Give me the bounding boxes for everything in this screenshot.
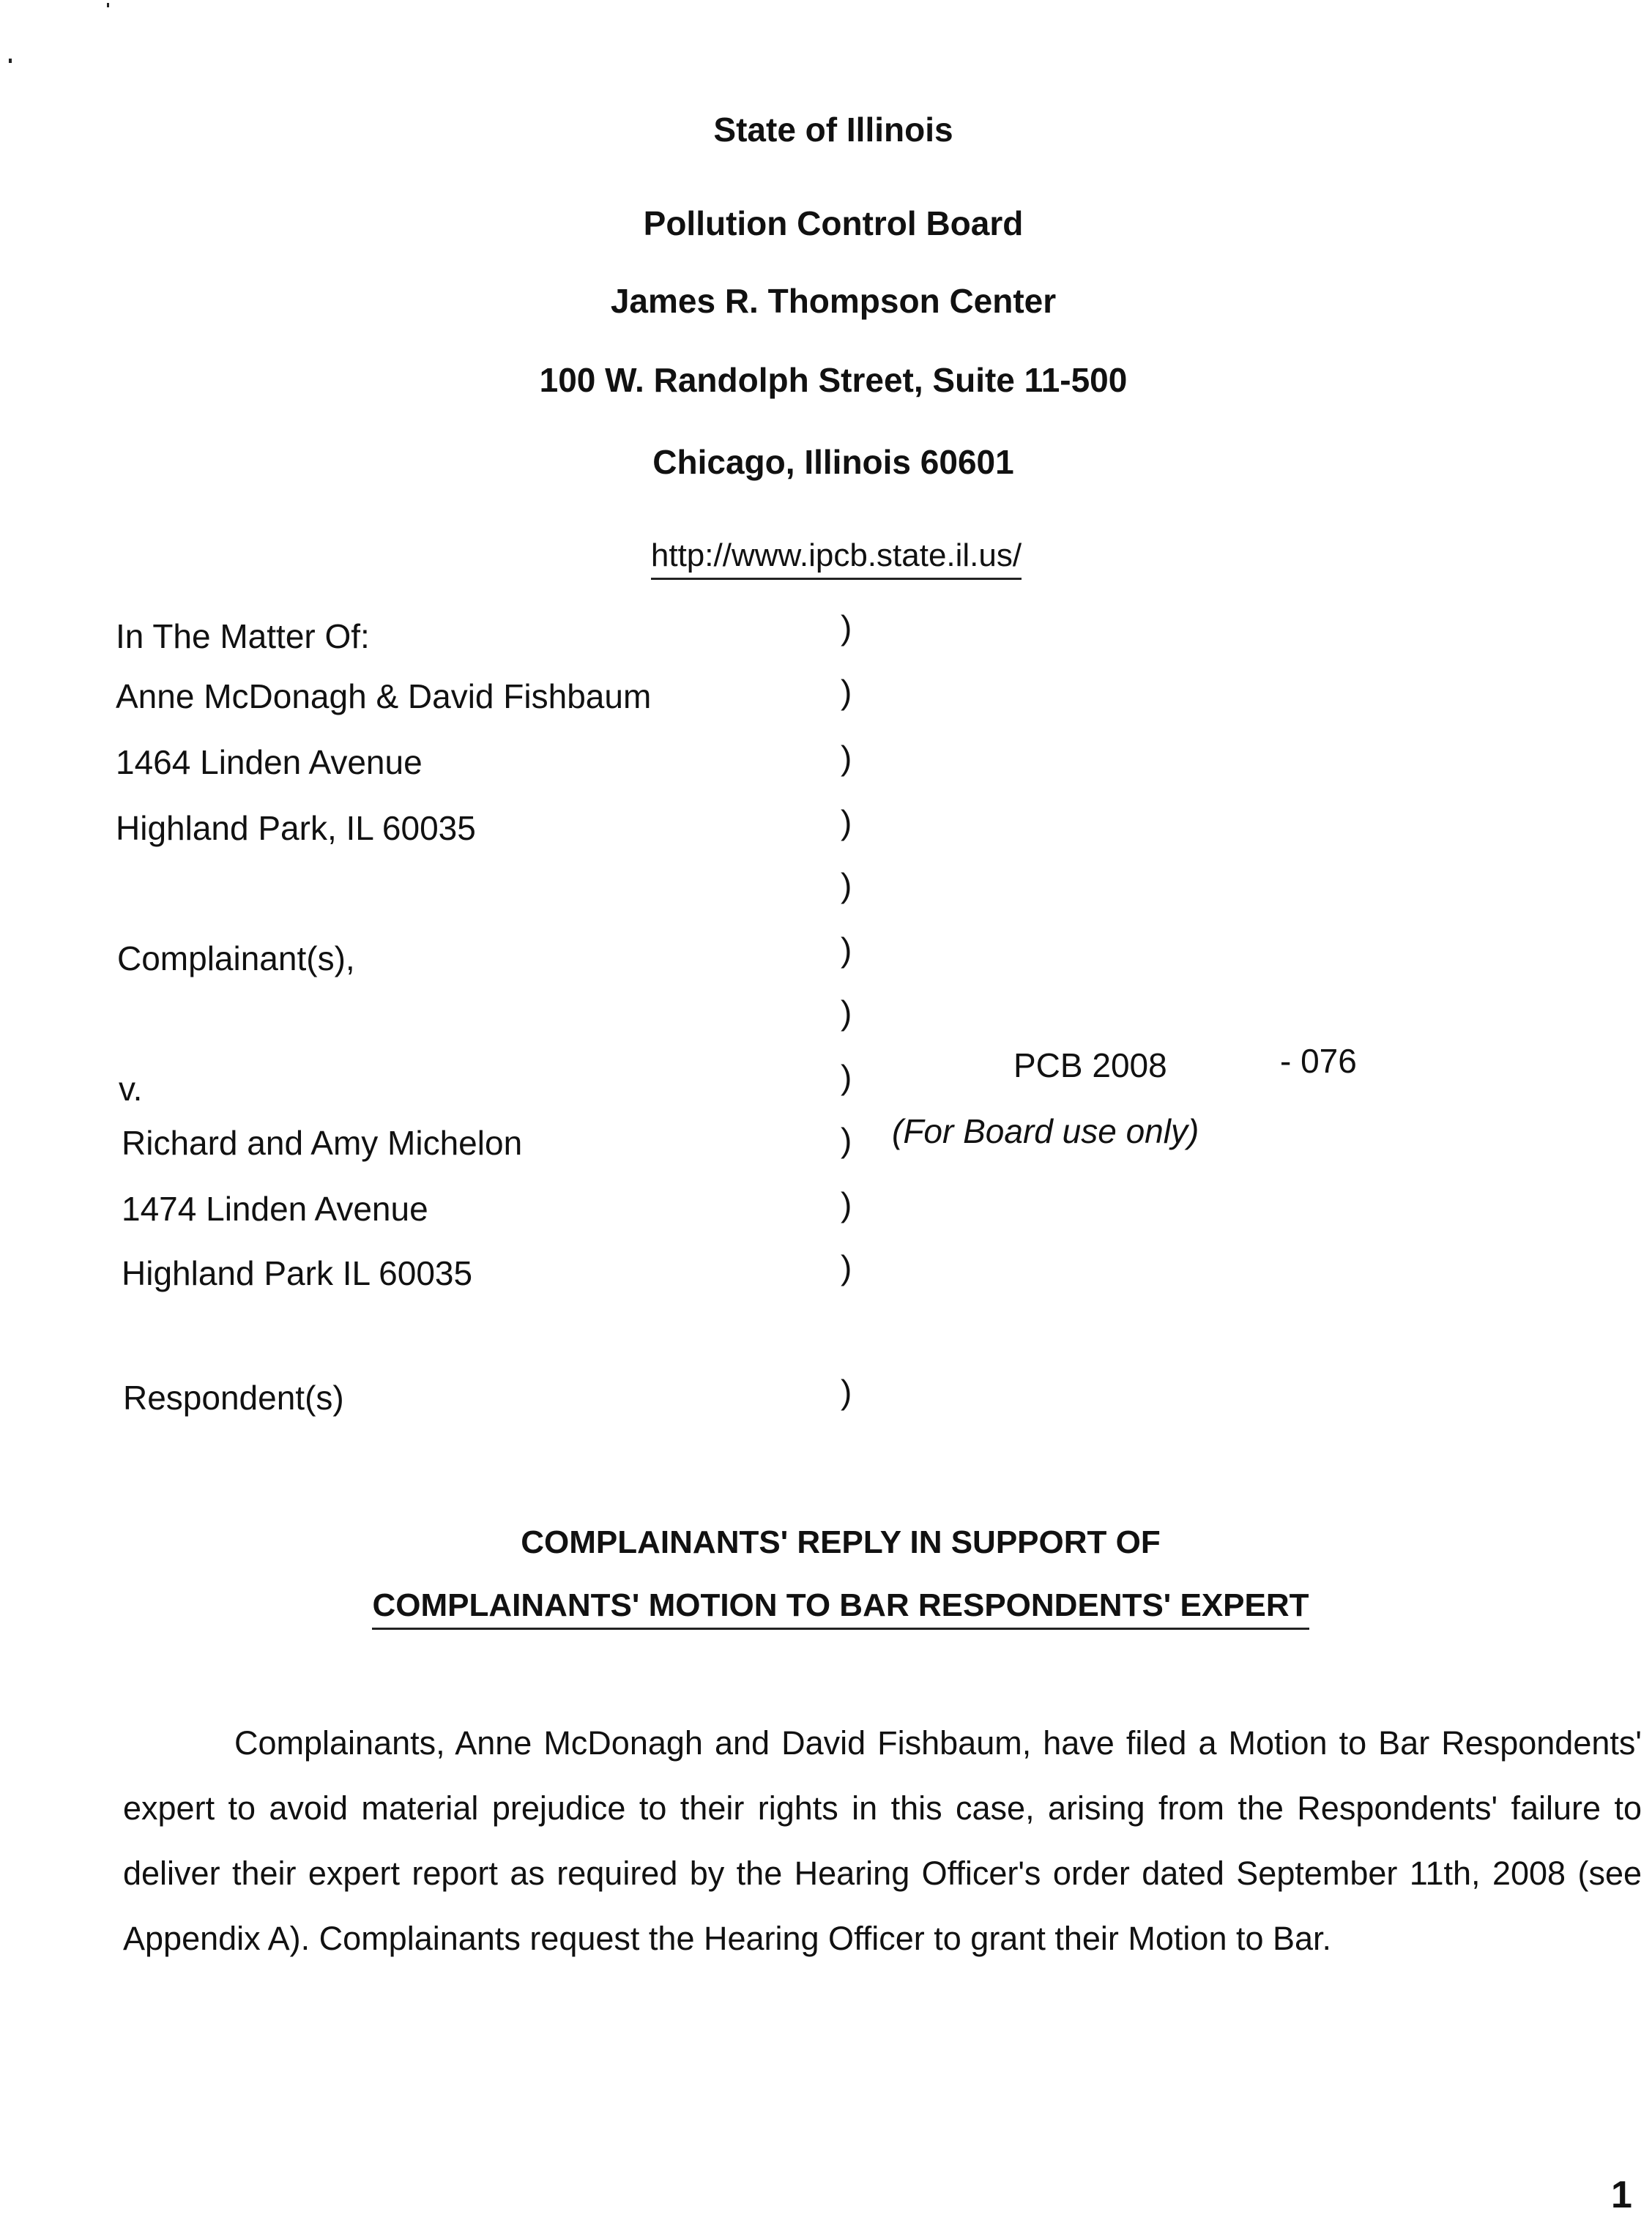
page-number: 1	[1611, 2174, 1632, 2216]
header-city: Chicago, Illinois 60601	[652, 443, 1014, 481]
caption-paren: )	[841, 1185, 852, 1223]
body-paragraph-text: Complainants, Anne McDonagh and David Fishbaum, have filed a Motion to Bar Respondents' expert to avoid material prejudice to their rights in this case, arising from the Respondents' failure to deliver their expert report as required by the Hearing Officer's order dated September 11th, 2008 (see Appendix A). Complainants request the Hearing Officer to grant their Motion to Bar.	[123, 1724, 1642, 1957]
caption-paren: )	[841, 931, 852, 969]
caption-paren: )	[841, 1373, 852, 1411]
caption-respondent-label: Respondent(s)	[123, 1379, 344, 1417]
header-board: Pollution Control Board	[643, 204, 1024, 242]
case-number: PCB 2008	[1013, 1046, 1167, 1084]
caption-paren: )	[841, 866, 852, 904]
caption-paren: )	[841, 803, 852, 841]
caption-complainant-names: Anne McDonagh & David Fishbaum	[116, 677, 652, 715]
caption-complainant-address1: 1464 Linden Avenue	[116, 743, 423, 781]
board-use-note: (For Board use only)	[892, 1112, 1199, 1150]
scan-speck	[9, 59, 12, 63]
header-center: James R. Thompson Center	[610, 282, 1057, 320]
document-title-line1: COMPLAINANTS' REPLY IN SUPPORT OF	[521, 1524, 1161, 1560]
caption-complainant-label: Complainant(s),	[117, 939, 355, 977]
document-title-line2: COMPLAINANTS' MOTION TO BAR RESPONDENTS' EXPERT	[372, 1587, 1309, 1630]
caption-respondent-address1: 1474 Linden Avenue	[122, 1190, 428, 1228]
document-title-line2-row	[0, 1587, 1652, 1624]
caption-paren: )	[841, 994, 852, 1032]
caption-matter-of: In The Matter Of:	[116, 617, 370, 655]
caption-paren: )	[841, 1121, 852, 1159]
caption-complainant-address2: Highland Park, IL 60035	[116, 809, 476, 847]
body-paragraph	[123, 1710, 1642, 1971]
caption-paren: )	[841, 1058, 852, 1096]
header-url-link[interactable]: http://www.ipcb.state.il.us/	[651, 537, 1022, 580]
caption-versus: v.	[119, 1070, 143, 1108]
header-address: 100 W. Randolph Street, Suite 11-500	[539, 361, 1128, 399]
case-number-suffix: - 076	[1280, 1042, 1357, 1080]
caption-paren: )	[841, 1248, 852, 1286]
header-url-row	[0, 537, 1652, 574]
caption-paren: )	[841, 739, 852, 777]
caption-paren: )	[841, 673, 852, 711]
caption-paren: )	[841, 608, 852, 647]
scan-speck	[107, 3, 109, 7]
caption-respondent-address2: Highland Park IL 60035	[122, 1254, 473, 1292]
header-state: State of Illinois	[713, 111, 953, 149]
caption-respondent-names: Richard and Amy Michelon	[122, 1124, 523, 1162]
